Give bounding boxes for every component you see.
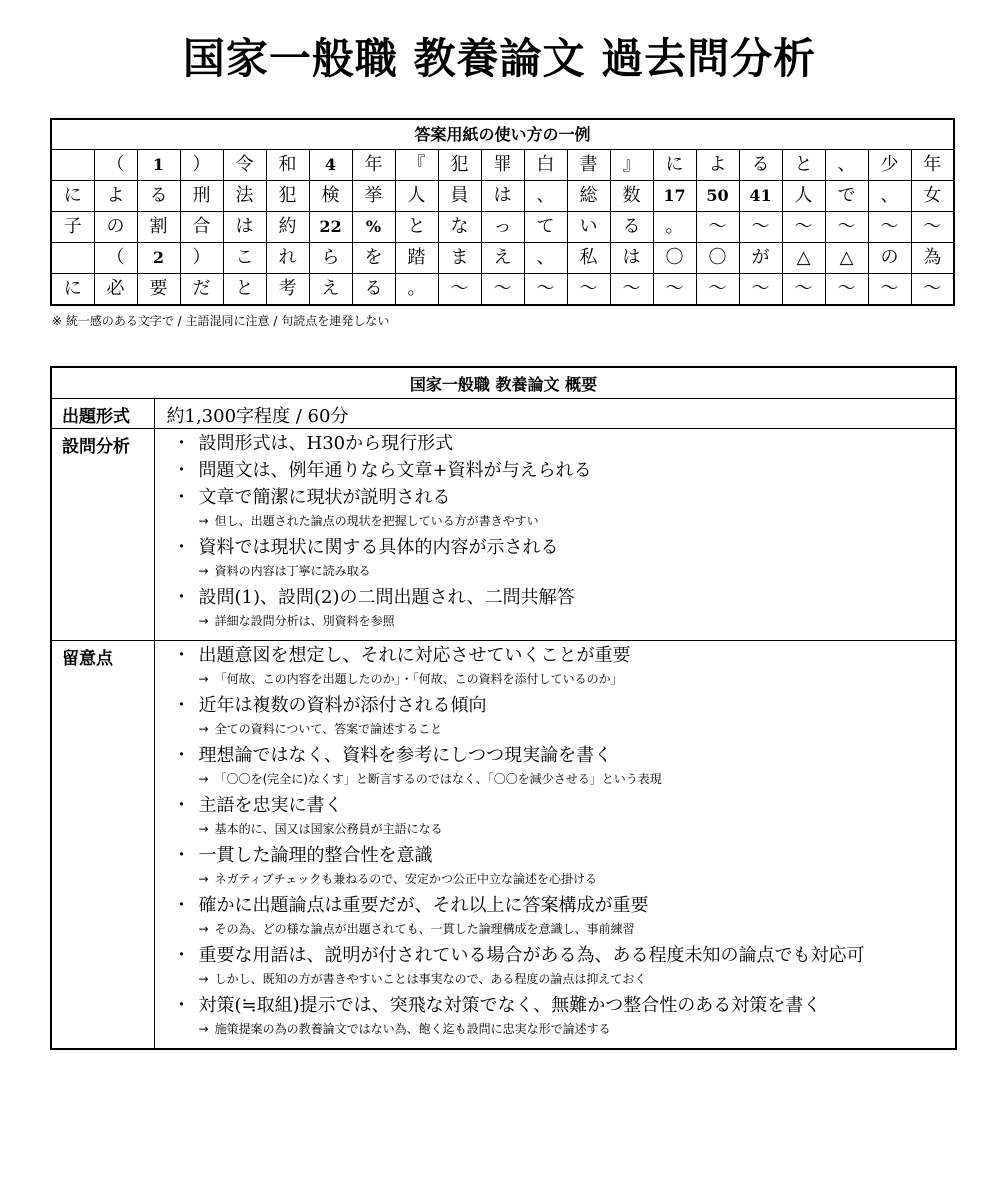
bullet-main	[173, 432, 956, 459]
bullet-dot-icon: ・	[172, 895, 191, 916]
bullet-main-text: 問題文は、例年通りなら文章+資料が与えられる	[198, 460, 592, 481]
bullet-main-text: 一貫した論理的整合性を意識	[198, 845, 433, 866]
grid-cell: 割	[137, 212, 180, 243]
grid-cell: 22	[309, 212, 352, 243]
arrow-right-icon: →	[198, 822, 209, 836]
grid-cell: 挙	[352, 181, 395, 212]
grid-cell: で	[825, 181, 868, 212]
grid-cell: に	[51, 181, 94, 212]
arrow-right-icon: →	[198, 872, 209, 886]
grid-cell: と	[782, 150, 825, 181]
grid-cell: る	[610, 212, 653, 243]
analysis-list	[155, 429, 956, 640]
bullet-sub	[173, 721, 956, 744]
grid-cell: ～	[868, 274, 911, 306]
grid-cell: と	[395, 212, 438, 243]
grid-cell: 法	[223, 181, 266, 212]
grid-cell: 人	[395, 181, 438, 212]
overview-table	[50, 366, 957, 1050]
grid-cell: 』	[610, 150, 653, 181]
points-label: 留意点	[51, 641, 154, 1050]
bullet-main-text: 重要な用語は、説明が付されている場合がある為、ある程度未知の論点でも対応可	[198, 945, 865, 966]
grid-cell: ～	[481, 274, 524, 306]
bullet-sub	[173, 971, 956, 994]
arrow-right-icon: →	[198, 922, 209, 936]
grid-cell: っ	[481, 212, 524, 243]
overview-section	[50, 366, 955, 1050]
grid-cell: は	[223, 212, 266, 243]
bullet-item	[173, 644, 956, 694]
bullet-sub	[173, 513, 956, 536]
grid-cell: の	[94, 212, 137, 243]
bullet-sub-text: しかし、既知の方が書きやすいことは事実なので、ある程度の論点は抑えておく	[214, 972, 647, 986]
grid-cell: な	[438, 212, 481, 243]
arrow-right-icon: →	[198, 614, 209, 628]
bullet-main-text: 対策(≒取組)提示では、突飛な対策でなく、無難かつ整合性のある対策を書く	[198, 995, 822, 1016]
grid-cell: 2	[137, 243, 180, 274]
grid-cell: 数	[610, 181, 653, 212]
bullet-dot-icon: ・	[172, 587, 191, 608]
grid-cell: 〇	[653, 243, 696, 274]
grid-cell: に	[653, 150, 696, 181]
bullet-dot-icon: ・	[172, 845, 191, 866]
arrow-right-icon: →	[198, 772, 209, 786]
grid-cell: 4	[309, 150, 352, 181]
grid-cell: ～	[782, 274, 825, 306]
grid-cell: は	[610, 243, 653, 274]
bullet-sub	[173, 613, 956, 636]
grid-cell: ～	[739, 274, 782, 306]
analysis-cell	[154, 429, 956, 641]
grid-row	[51, 274, 954, 306]
grid-cell: 和	[266, 150, 309, 181]
grid-cell: 〇	[696, 243, 739, 274]
bullet-item	[173, 894, 956, 944]
grid-cell: △	[825, 243, 868, 274]
bullet-dot-icon: ・	[172, 537, 191, 558]
bullet-item	[173, 844, 956, 894]
grid-cell: （	[94, 150, 137, 181]
bullet-sub-text: 但し、出題された論点の現状を把握している方が書きやすい	[214, 514, 539, 528]
grid-cell: て	[524, 212, 567, 243]
bullet-sub	[173, 771, 956, 794]
grid-cell: 子	[51, 212, 94, 243]
bullet-dot-icon: ・	[172, 995, 191, 1016]
grid-cell: 要	[137, 274, 180, 306]
bullet-item	[173, 486, 956, 536]
bullet-sub	[173, 871, 956, 894]
bullet-sub	[173, 821, 956, 844]
grid-cell: 罪	[481, 150, 524, 181]
grid-cell: ～	[868, 212, 911, 243]
bullet-sub-text: 「〇〇を(完全に)なくす」と断言するのではなく、「〇〇を減少させる」という表現	[214, 772, 662, 786]
grid-cell: ～	[696, 212, 739, 243]
answer-sheet-note: ※ 統一感のある文字で / 主語混同に注意 / 句読点を連発しない	[52, 314, 390, 328]
grid-cell: る	[352, 274, 395, 306]
bullet-main	[173, 536, 956, 563]
grid-cell: い	[567, 212, 610, 243]
bullet-sub-text: 全ての資料について、答案で論述すること	[214, 722, 443, 736]
bullet-main	[173, 586, 956, 613]
bullet-main-text: 資料では現状に関する具体的内容が示される	[198, 537, 559, 558]
arrow-right-icon: →	[198, 722, 209, 736]
bullet-item	[173, 744, 956, 794]
grid-cell: 考	[266, 274, 309, 306]
bullet-dot-icon: ・	[172, 487, 191, 508]
grid-cell: 必	[94, 274, 137, 306]
grid-cell: 白	[524, 150, 567, 181]
grid-cell: 。	[653, 212, 696, 243]
grid-row	[51, 243, 954, 274]
bullet-main	[173, 744, 956, 771]
grid-cell: ら	[309, 243, 352, 274]
grid-cell: 刑	[180, 181, 223, 212]
bullet-sub-text: 施策提案の為の教養論文ではない為、飽く迄も設問に忠実な形で論述する	[214, 1022, 611, 1036]
bullet-item	[173, 536, 956, 586]
grid-cell: 合	[180, 212, 223, 243]
format-value: 約1,300字程度 / 60分	[154, 399, 956, 429]
grid-cell: 年	[911, 150, 954, 181]
grid-cell: 年	[352, 150, 395, 181]
grid-cell: る	[137, 181, 180, 212]
bullet-main	[173, 944, 956, 971]
bullet-item	[173, 432, 956, 459]
bullet-main-text: 文章で簡潔に現状が説明される	[198, 487, 451, 508]
grid-cell: 、	[825, 150, 868, 181]
bullet-dot-icon: ・	[172, 433, 191, 454]
grid-cell: に	[51, 274, 94, 306]
bullet-dot-icon: ・	[172, 745, 191, 766]
grid-cell: ～	[739, 212, 782, 243]
grid-cell: る	[739, 150, 782, 181]
grid-cell: %	[352, 212, 395, 243]
bullet-dot-icon: ・	[172, 795, 191, 816]
bullet-sub	[173, 921, 956, 944]
arrow-right-icon: →	[198, 672, 209, 686]
bullet-item	[173, 994, 956, 1044]
grid-cell: を	[352, 243, 395, 274]
bullet-item	[173, 794, 956, 844]
bullet-main-text: 出題意図を想定し、それに対応させていくことが重要	[198, 645, 631, 666]
grid-cell: 、	[868, 181, 911, 212]
bullet-main-text: 理想論ではなく、資料を参考にしつつ現実論を書く	[198, 745, 613, 766]
bullet-sub-text: 「何故、この内容を出題したのか」・「何故、この資料を添付しているのか」	[214, 672, 623, 686]
grid-cell: が	[739, 243, 782, 274]
grid-cell: 約	[266, 212, 309, 243]
bullet-main-text: 確かに出題論点は重要だが、それ以上に答案構成が重要	[198, 895, 649, 916]
grid-cell: 踏	[395, 243, 438, 274]
answer-sheet-grid	[50, 118, 955, 306]
grid-cell	[51, 150, 94, 181]
bullet-sub-text: 基本的に、国又は国家公務員が主語になる	[214, 822, 443, 836]
page-title: 国家一般職 教養論文 過去問分析	[182, 34, 817, 83]
grid-cell: よ	[94, 181, 137, 212]
grid-cell: 少	[868, 150, 911, 181]
grid-cell: 為	[911, 243, 954, 274]
grid-cell: 犯	[266, 181, 309, 212]
grid-row	[51, 212, 954, 243]
grid-cell: ～	[911, 274, 954, 306]
grid-cell: ）	[180, 150, 223, 181]
grid-cell: え	[481, 243, 524, 274]
grid-cell: だ	[180, 274, 223, 306]
format-label: 出題形式	[51, 399, 154, 429]
arrow-right-icon: →	[198, 1022, 209, 1036]
bullet-sub-text: その為、どの様な論点が出題されても、一貫した論理構成を意識し、事前練習	[214, 922, 635, 936]
grid-cell: こ	[223, 243, 266, 274]
grid-cell: ～	[610, 274, 653, 306]
grid-cell: 書	[567, 150, 610, 181]
bullet-main	[173, 644, 956, 671]
bullet-dot-icon: ・	[172, 460, 191, 481]
bullet-main	[173, 794, 956, 821]
grid-cell: の	[868, 243, 911, 274]
bullet-item	[173, 459, 956, 486]
grid-cell: ～	[653, 274, 696, 306]
grid-cell: よ	[696, 150, 739, 181]
bullet-sub-text: 詳細な設問分析は、別資料を参照	[214, 614, 395, 628]
bullet-main-text: 設問形式は、H30から現行形式	[198, 433, 454, 454]
bullet-main	[173, 459, 956, 486]
overview-header: 国家一般職 教養論文 概要	[51, 367, 956, 399]
grid-cell	[51, 243, 94, 274]
bullet-item	[173, 694, 956, 744]
bullet-sub	[173, 671, 956, 694]
grid-cell: え	[309, 274, 352, 306]
grid-cell: 女	[911, 181, 954, 212]
grid-cell: 私	[567, 243, 610, 274]
grid-cell: ～	[524, 274, 567, 306]
points-cell	[154, 641, 956, 1050]
grid-cell: ～	[438, 274, 481, 306]
grid-cell: 検	[309, 181, 352, 212]
answer-sheet-header: 答案用紙の使い方の一例	[51, 119, 954, 150]
bullet-item	[173, 586, 956, 636]
bullet-sub	[173, 563, 956, 586]
grid-cell: 員	[438, 181, 481, 212]
bullet-main-text: 近年は複数の資料が添付される傾向	[198, 695, 487, 716]
grid-cell: 1	[137, 150, 180, 181]
grid-row	[51, 181, 954, 212]
bullet-dot-icon: ・	[172, 945, 191, 966]
arrow-right-icon: →	[198, 514, 209, 528]
grid-cell: ～	[825, 212, 868, 243]
grid-row	[51, 150, 954, 181]
bullet-dot-icon: ・	[172, 645, 191, 666]
bullet-sub	[173, 1021, 956, 1044]
arrow-right-icon: →	[198, 564, 209, 578]
grid-cell: れ	[266, 243, 309, 274]
arrow-right-icon: →	[198, 972, 209, 986]
grid-cell: ）	[180, 243, 223, 274]
grid-cell: は	[481, 181, 524, 212]
bullet-sub-text: ネガティブチェックも兼ねるので、安定かつ公正中立な論述を心掛ける	[214, 872, 598, 886]
grid-cell: ～	[911, 212, 954, 243]
grid-cell: 令	[223, 150, 266, 181]
bullet-item	[173, 944, 956, 994]
grid-cell: △	[782, 243, 825, 274]
bullet-main	[173, 486, 956, 513]
bullet-main-text: 設問(1)、設問(2)の二問出題され、二問共解答	[198, 587, 575, 608]
grid-cell: 50	[696, 181, 739, 212]
bullet-main	[173, 894, 956, 921]
bullet-main-text: 主語を忠実に書く	[198, 795, 343, 816]
grid-cell: 。	[395, 274, 438, 306]
grid-cell: と	[223, 274, 266, 306]
answer-sheet	[50, 118, 955, 306]
bullet-main	[173, 994, 956, 1021]
grid-cell: 総	[567, 181, 610, 212]
grid-cell: 『	[395, 150, 438, 181]
grid-cell: 人	[782, 181, 825, 212]
grid-cell: ～	[825, 274, 868, 306]
grid-cell: 17	[653, 181, 696, 212]
points-list	[155, 641, 956, 1048]
bullet-dot-icon: ・	[172, 695, 191, 716]
grid-cell: ～	[567, 274, 610, 306]
grid-cell: ま	[438, 243, 481, 274]
grid-cell: ～	[782, 212, 825, 243]
grid-cell: （	[94, 243, 137, 274]
bullet-main	[173, 694, 956, 721]
bullet-sub-text: 資料の内容は丁寧に読み取る	[214, 564, 371, 578]
analysis-label: 設問分析	[51, 429, 154, 641]
grid-cell: 41	[739, 181, 782, 212]
grid-cell: 、	[524, 243, 567, 274]
bullet-main	[173, 844, 956, 871]
grid-cell: ～	[696, 274, 739, 306]
grid-cell: 犯	[438, 150, 481, 181]
grid-cell: 、	[524, 181, 567, 212]
